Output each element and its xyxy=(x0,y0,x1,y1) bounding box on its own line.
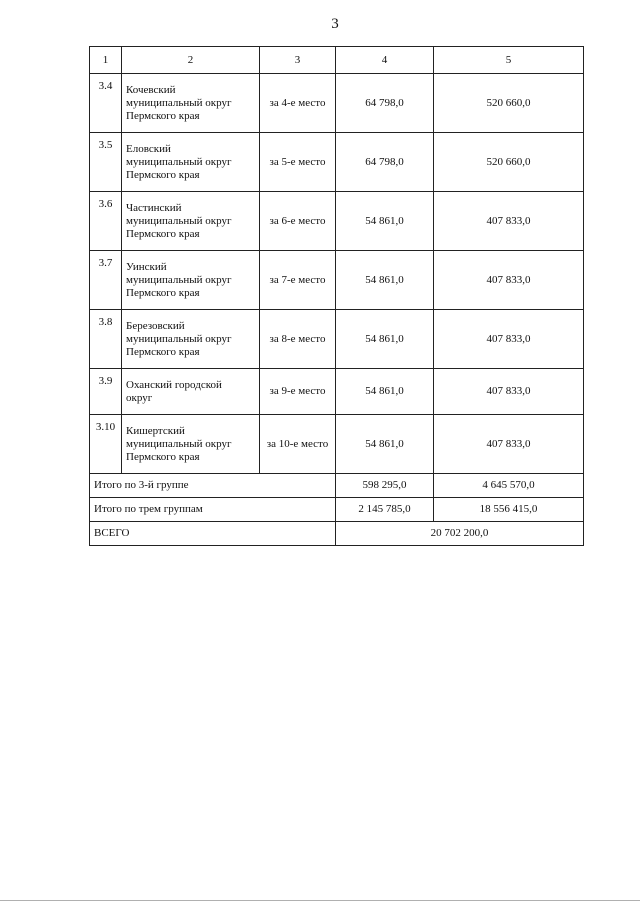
table-row xyxy=(90,310,584,369)
amount-col5: 407 833,0 xyxy=(434,192,584,251)
place-cell: за 9-е место xyxy=(260,369,336,415)
place-cell: за 4-е место xyxy=(260,74,336,133)
group3-total-col5: 4 645 570,0 xyxy=(434,474,584,498)
amount-col5: 407 833,0 xyxy=(434,310,584,369)
header-cell-3: 3 xyxy=(260,47,336,74)
table-row xyxy=(90,192,584,251)
grand-total-value: 20 702 200,0 xyxy=(336,522,584,546)
allocation-table xyxy=(89,46,584,546)
three-groups-total-label: Итого по трем группам xyxy=(90,498,336,522)
place-cell: за 7-е место xyxy=(260,251,336,310)
three-groups-total-col5: 18 556 415,0 xyxy=(434,498,584,522)
municipality-name: Еловский муниципальный округ Пермского края xyxy=(126,142,232,181)
row-number: 3.7 xyxy=(90,251,122,310)
row-number: 3.8 xyxy=(90,310,122,369)
amount-col4: 64 798,0 xyxy=(336,133,434,192)
table-header-row xyxy=(90,47,584,74)
municipality-name: Кишертский муниципальный округ Пермского края xyxy=(126,424,232,463)
page-number: 3 xyxy=(331,16,339,32)
amount-col5: 407 833,0 xyxy=(434,369,584,415)
row-number: 3.6 xyxy=(90,192,122,251)
table-row xyxy=(90,74,584,133)
row-number: 3.10 xyxy=(90,415,122,474)
table-row xyxy=(90,133,584,192)
place-cell: за 5-е место xyxy=(260,133,336,192)
table-row xyxy=(90,251,584,310)
table-row xyxy=(90,415,584,474)
header-cell-4: 4 xyxy=(336,47,434,74)
amount-col4: 64 798,0 xyxy=(336,74,434,133)
group3-total-col4: 598 295,0 xyxy=(336,474,434,498)
amount-col5: 407 833,0 xyxy=(434,251,584,310)
municipality-name: Оханский городской округ xyxy=(126,378,222,404)
municipality-name: Березовский муниципальный округ Пермского края xyxy=(126,319,232,358)
grand-total-row xyxy=(90,522,584,546)
row-number: 3.5 xyxy=(90,133,122,192)
municipality-name: Частинский муниципальный округ Пермского края xyxy=(126,201,232,240)
table-row xyxy=(90,369,584,415)
three-groups-total-row xyxy=(90,498,584,522)
amount-col4: 54 861,0 xyxy=(336,369,434,415)
place-cell: за 10-е место xyxy=(260,415,336,474)
amount-col5: 520 660,0 xyxy=(434,133,584,192)
three-groups-total-col4: 2 145 785,0 xyxy=(336,498,434,522)
amount-col5: 520 660,0 xyxy=(434,74,584,133)
amount-col4: 54 861,0 xyxy=(336,310,434,369)
place-cell: за 8-е место xyxy=(260,310,336,369)
amount-col5: 407 833,0 xyxy=(434,415,584,474)
municipality-name: Кочевский муниципальный округ Пермского края xyxy=(126,83,232,122)
place-cell: за 6-е место xyxy=(260,192,336,251)
amount-col4: 54 861,0 xyxy=(336,192,434,251)
row-number: 3.4 xyxy=(90,74,122,133)
header-cell-2: 2 xyxy=(122,47,260,74)
header-cell-5: 5 xyxy=(434,47,584,74)
grand-total-label: ВСЕГО xyxy=(90,522,336,546)
scan-edge-line xyxy=(0,900,640,901)
amount-col4: 54 861,0 xyxy=(336,415,434,474)
header-cell-1: 1 xyxy=(90,47,122,74)
amount-col4: 54 861,0 xyxy=(336,251,434,310)
group3-total-label: Итого по 3-й группе xyxy=(90,474,336,498)
row-number: 3.9 xyxy=(90,369,122,415)
group3-total-row xyxy=(90,474,584,498)
municipality-name: Уинский муниципальный округ Пермского края xyxy=(126,260,232,299)
